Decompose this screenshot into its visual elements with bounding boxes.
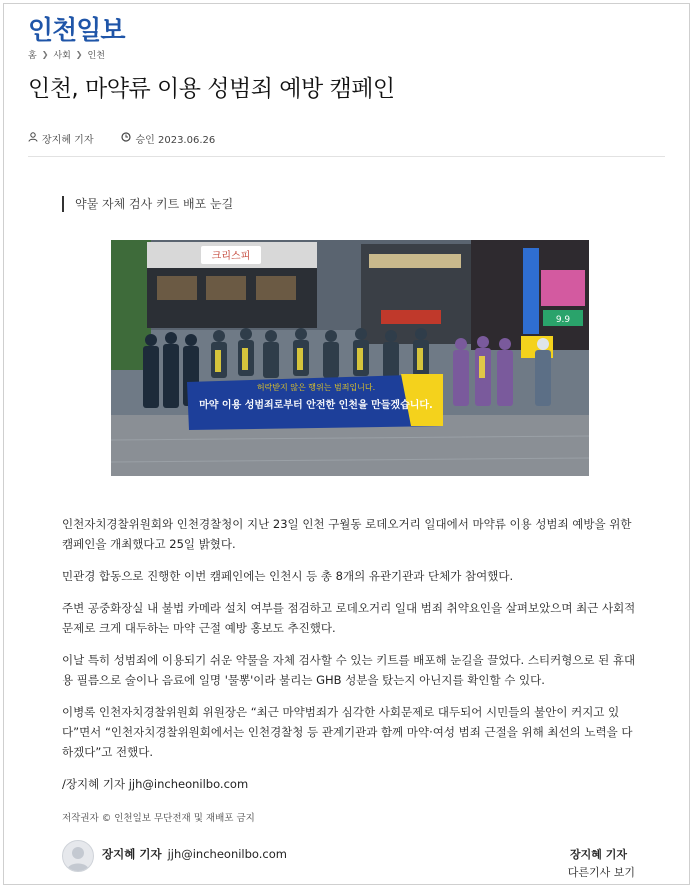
- clock-icon: [121, 132, 131, 145]
- breadcrumb-section[interactable]: 사회: [53, 51, 71, 61]
- chevron-right-icon: ❯: [75, 50, 83, 59]
- user-icon: [28, 132, 38, 145]
- paragraph: 이날 특히 성범죄에 이용되기 쉬운 약물을 자체 검사할 수 있는 키트를 배포해 눈길을 끌었다. 스티커형으로 된 휴대용 필름으로 술이나 음료에 일명 '물뽕'이라 불리는 GHB 성분을 탔는지 아닌지를 확인할 수 있다.: [62, 653, 636, 687]
- paragraph: 이병록 인천자치경찰위원회 위원장은 “최근 마약범죄가 심각한 사회문제로 대두되어 시민들의 불안이 커지고 있다”면서 “인천자치경찰위원회에서는 인천경찰청 등 관계기관과 함께 마약·여성 범죄 근절을 위해 최선의 노력을 다하겠다”고 전했다.: [62, 705, 633, 759]
- divider: [28, 156, 665, 157]
- campaign-banner: [187, 374, 443, 430]
- author-box-name: [102, 846, 287, 862]
- banner-top-text: 허락받지 않은 행위는 범죄입니다.: [256, 383, 376, 392]
- author-name[interactable]: 장지혜 기자: [102, 847, 162, 861]
- breadcrumb-home[interactable]: 홈: [28, 51, 37, 61]
- sign-right-text: 9.9: [555, 315, 571, 325]
- store-sign-text: 크리스피: [211, 251, 251, 262]
- article-meta: [28, 131, 215, 146]
- paragraph: 주변 공중화장실 내 불법 카메라 설치 여부를 점검하고 로데오거리 일대 범죄 취약요인을 살펴보았으며 최근 사회적 문제로 크게 대두하는 마약 근절 예방 홍보도 추진했다.: [62, 601, 636, 635]
- approved-date: 승인 2023.06.26: [135, 135, 216, 146]
- article-photo: [111, 240, 589, 476]
- site-logo[interactable]: 인천일보: [28, 16, 125, 46]
- article-byline: /장지혜 기자 jjh@incheonilbo.com: [62, 777, 249, 791]
- copyright-notice: 저작권자 © 인천일보 무단전재 및 재배포 금지: [62, 813, 255, 824]
- breadcrumb: [28, 48, 105, 61]
- chevron-right-icon: ❯: [41, 50, 49, 59]
- more-articles-link[interactable]: 다른기사 보기: [567, 866, 635, 879]
- breadcrumb-subsection[interactable]: 인천: [87, 51, 105, 61]
- paragraph: 민관경 합동으로 진행한 이번 캠페인에는 인천시 등 총 8개의 유관기관과 단체가 참여했다.: [62, 569, 514, 583]
- banner-main-text: 마약 이용 성범죄로부터 안전한 인천을 만들겠습니다.: [199, 400, 433, 411]
- article-subhead: 약물 자체 검사 키트 배포 눈길: [62, 196, 233, 212]
- article-body: [62, 514, 638, 774]
- paragraph: 인천자치경찰위원회와 인천경찰청이 지난 23일 인천 구월동 로데오거리 일대에서 마약류 이용 성범죄 예방을 위한 캠페인을 개최했다고 25일 밝혔다.: [62, 517, 632, 551]
- article-page: [3, 3, 690, 885]
- avatar-icon: [62, 840, 94, 872]
- article-title: 인천, 마약류 이용 성범죄 예방 캠페인: [28, 76, 395, 102]
- author-right-name: 장지혜 기자: [570, 848, 627, 861]
- author-email[interactable]: jjh@incheonilbo.com: [167, 847, 287, 861]
- reporter-name[interactable]: 장지혜 기자: [42, 135, 94, 146]
